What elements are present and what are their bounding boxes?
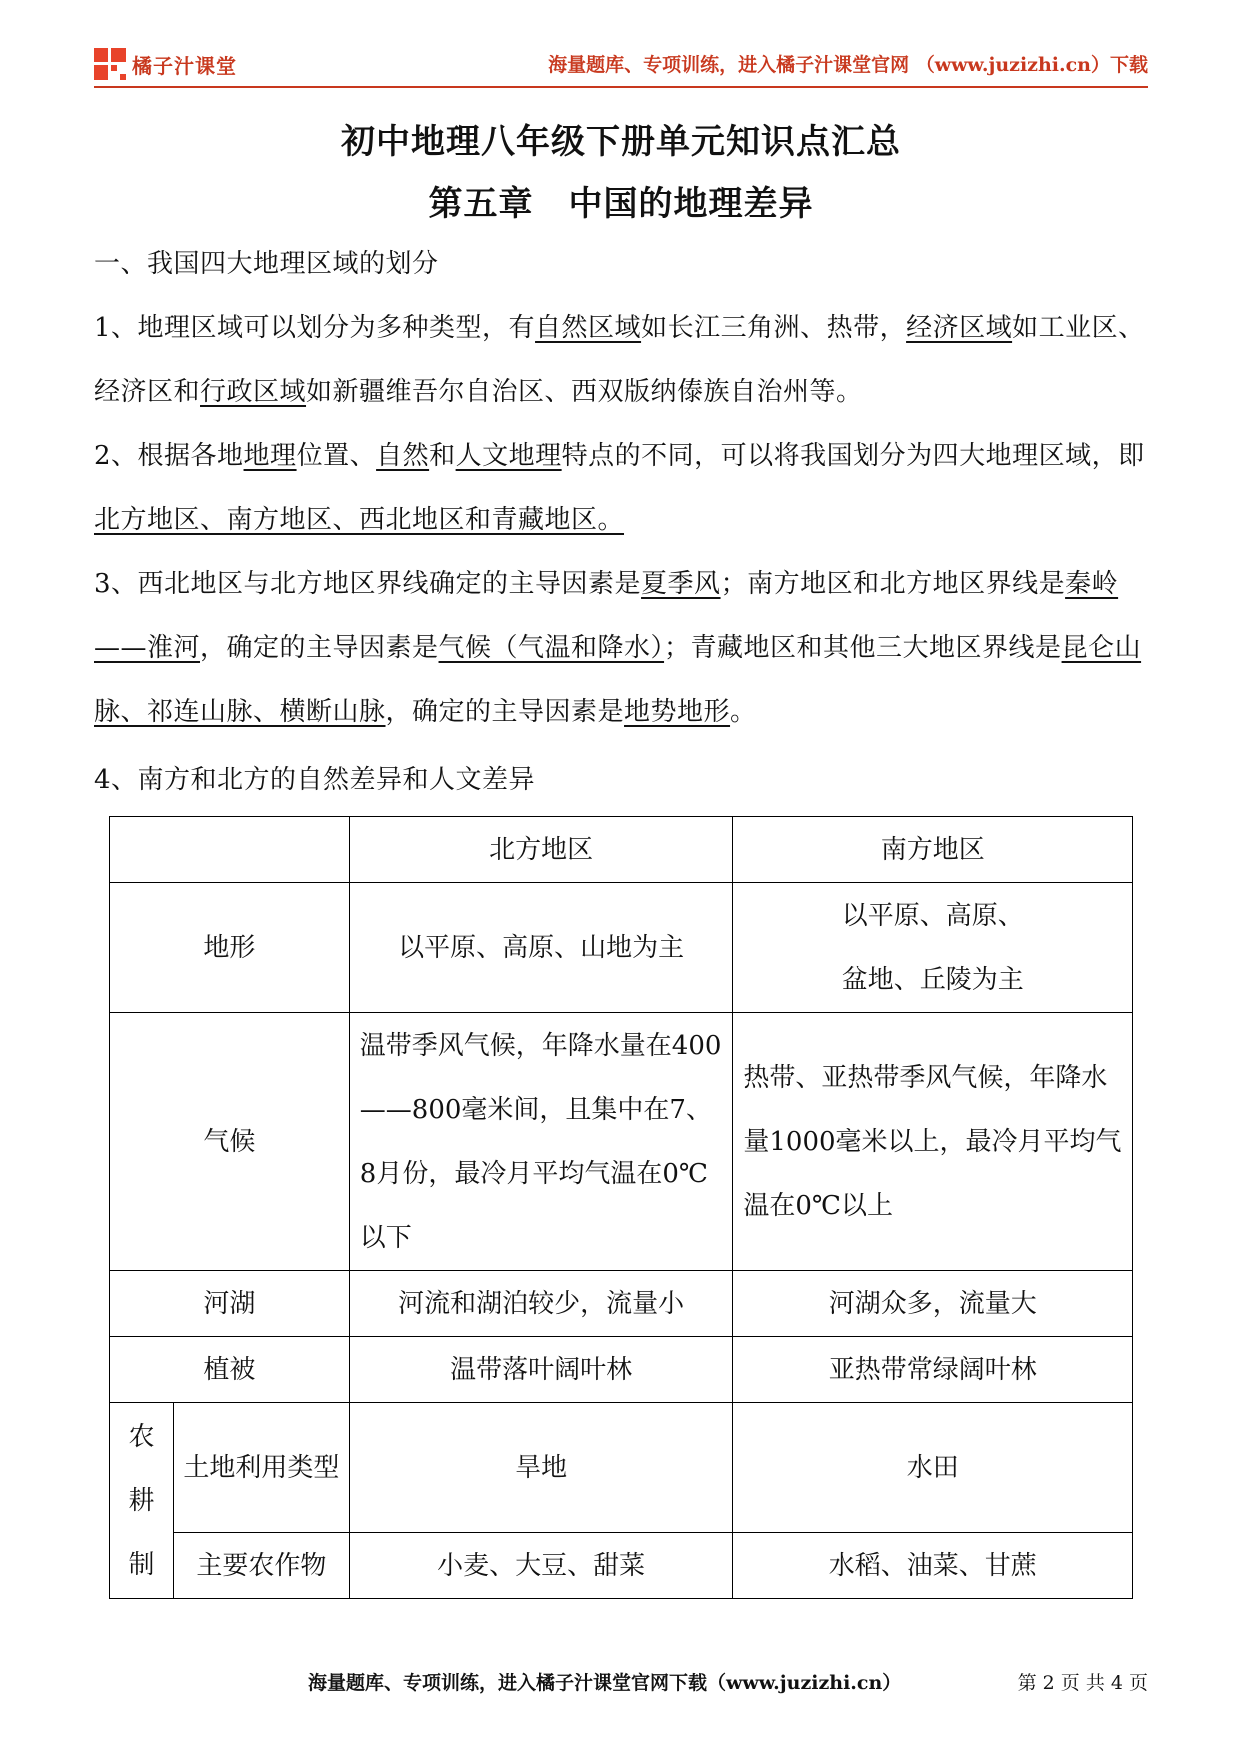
underlined-term: 秦岭——淮河: [94, 569, 1119, 663]
cell-rivers-south: 河湖众多，流量大: [733, 1271, 1133, 1337]
header-slogan[interactable]: 海量题库、专项训练，进入橘子汁课堂官网 （www.juzizhi.cn）下载: [548, 54, 1148, 76]
text: ，确定的主导因素是: [385, 697, 625, 727]
cell-vegetation-south: 亚热带常绿阔叶林: [733, 1337, 1133, 1403]
row-label-land-use: 土地利用类型: [173, 1403, 349, 1533]
text: 和: [429, 441, 456, 471]
cell-terrain-south: [733, 883, 1133, 1013]
text: 如新疆维吾尔自治区、西双版纳傣族自治州等。: [306, 377, 863, 407]
cell-line: 盆地、丘陵为主: [841, 964, 1024, 995]
cell-crops-north: 小麦、大豆、甜菜: [349, 1533, 733, 1599]
text: 位置、: [296, 441, 377, 471]
text: 如工业区、经济区和: [94, 313, 1145, 407]
row-group-farming: [110, 1403, 174, 1599]
row-label-rivers: 河湖: [110, 1271, 350, 1337]
table-corner-cell: [110, 817, 350, 883]
cell-crops-south: 水稻、油菜、甘蔗: [733, 1533, 1133, 1599]
page-header: [94, 44, 1148, 84]
table-row: [110, 1271, 1133, 1337]
paragraph-2: [94, 424, 1148, 552]
table-row: [110, 1337, 1133, 1403]
underlined-term: 地势地形: [624, 697, 731, 727]
column-header-south: 南方地区: [733, 817, 1133, 883]
underlined-term: 夏季风: [641, 569, 721, 599]
underlined-term: 自然: [376, 441, 430, 471]
table-row: [110, 1533, 1133, 1599]
text: 特点的不同，可以将我国划分为四大地理区域，即: [561, 441, 1145, 471]
cell-land-use-north: 旱地: [349, 1403, 733, 1533]
group-char: 制: [128, 1549, 155, 1580]
text: 如长江三角洲、热带，: [641, 313, 907, 343]
header-divider: [94, 86, 1148, 88]
cell-land-use-south: 水田: [733, 1403, 1133, 1533]
subsection-heading: 4、南方和北方的自然差异和人文差异: [94, 765, 536, 795]
page-number: 第 2 页 共 4 页: [1017, 1672, 1148, 1694]
underlined-term: 地理: [243, 441, 297, 471]
table-header-row: [110, 817, 1133, 883]
underlined-term: 自然区域: [535, 313, 642, 343]
text: 2、根据各地: [94, 441, 244, 471]
group-char: 耕: [128, 1485, 155, 1516]
underlined-term: 气候（气温和降水）: [438, 633, 665, 663]
text: 3、西北地区与北方地区界线确定的主导因素是: [94, 569, 642, 599]
underlined-term: 人文地理: [455, 441, 562, 471]
text: ，确定的主导因素是: [200, 633, 439, 663]
underlined-term: 北方地区、南方地区、西北地区和青藏地区。: [94, 505, 625, 535]
underlined-term: 行政区域: [200, 377, 307, 407]
text: 1、地理区域可以划分为多种类型，有: [94, 313, 536, 343]
text: 。: [730, 697, 757, 727]
row-label-vegetation: 植被: [110, 1337, 350, 1403]
table-row: [110, 1403, 1133, 1533]
table-row: [110, 1013, 1133, 1271]
paragraph-3: [94, 552, 1148, 744]
table-row: [110, 883, 1133, 1013]
brand-logo[interactable]: [94, 46, 237, 82]
cell-vegetation-north: 温带落叶阔叶林: [349, 1337, 733, 1403]
footer-slogan[interactable]: 海量题库、专项训练，进入橘子汁课堂官网下载（www.juzizhi.cn）: [308, 1672, 902, 1694]
row-label-climate: 气候: [110, 1013, 350, 1271]
paragraph-1: [94, 296, 1148, 424]
underlined-term: 经济区域: [906, 313, 1013, 343]
cell-terrain-north: 以平原、高原、山地为主: [349, 883, 733, 1013]
text: ；青藏地区和其他三大地区界线是: [664, 633, 1062, 663]
group-char: 农: [128, 1421, 155, 1452]
column-header-north: 北方地区: [349, 817, 733, 883]
chapter-title: 第五章 中国的地理差异: [428, 184, 814, 224]
logo-text: 橘子汁课堂: [132, 53, 237, 78]
underlined-term: 昆仑山脉、祁连山脉、横断山脉: [94, 633, 1142, 727]
cell-rivers-north: 河流和湖泊较少，流量小: [349, 1271, 733, 1337]
text: ；南方地区和北方地区界线是: [720, 569, 1066, 599]
cell-line: 以平原、高原、: [841, 900, 1024, 931]
cell-climate-north: 温带季风气候，年降水量在400——800毫米间，且集中在7、8月份，最冷月平均气温在0℃以下: [349, 1013, 733, 1271]
logo-icon: [94, 48, 126, 80]
comparison-table: [109, 816, 1133, 1599]
row-label-terrain: 地形: [110, 883, 350, 1013]
row-label-crops: 主要农作物: [173, 1533, 349, 1599]
document-title: 初中地理八年级下册单元知识点汇总: [341, 122, 901, 162]
section-heading: 一、我国四大地理区域的划分: [94, 249, 439, 279]
cell-climate-south: 热带、亚热带季风气候，年降水量1000毫米以上，最冷月平均气温在0℃以上: [733, 1013, 1133, 1271]
